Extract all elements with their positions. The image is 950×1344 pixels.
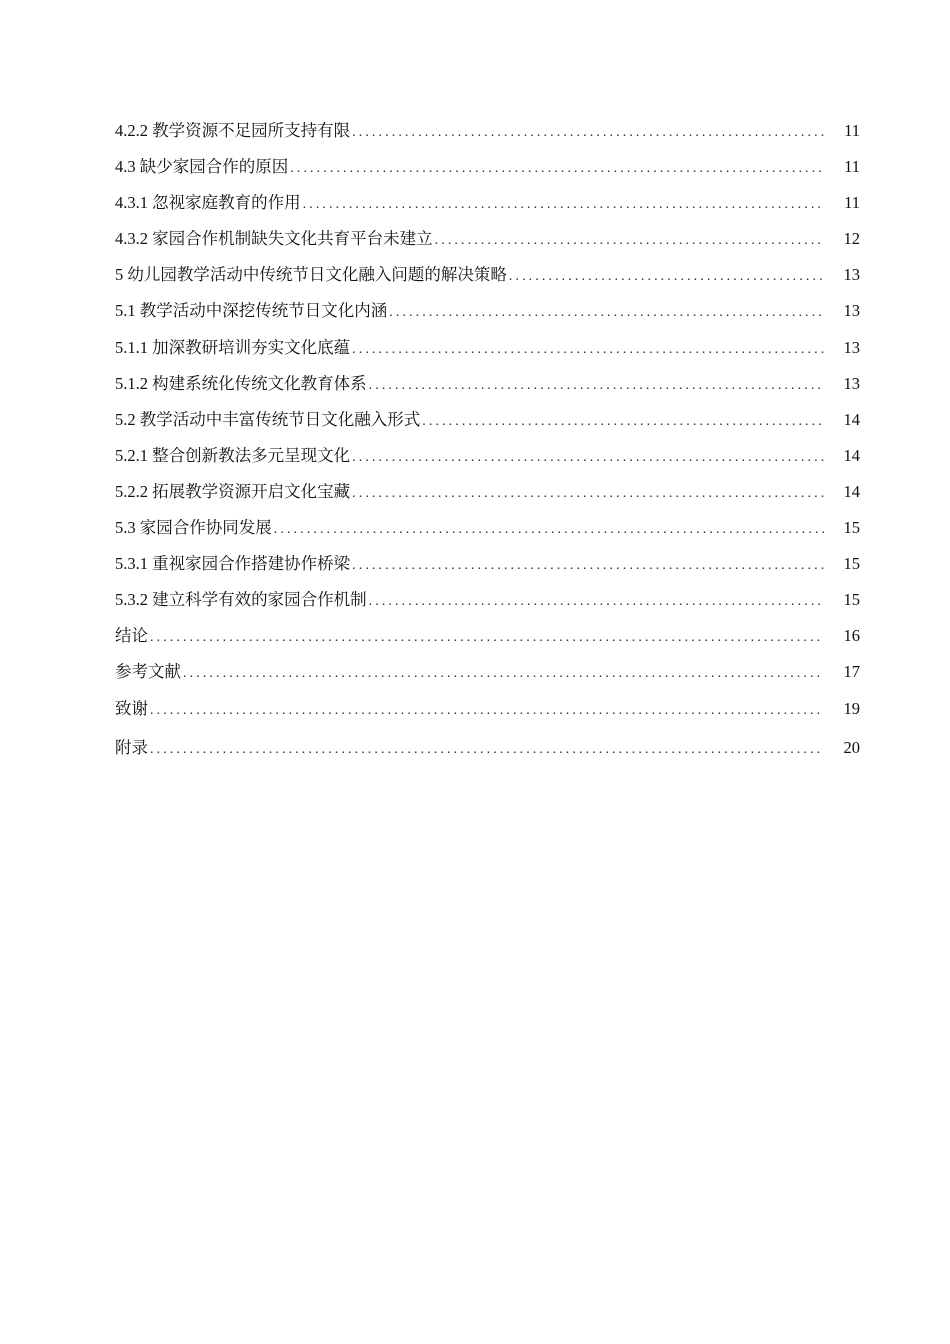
- toc-page-number: 13: [843, 373, 860, 393]
- toc-page-number: 14: [843, 409, 860, 429]
- toc-entry-title: 结论: [115, 626, 148, 646]
- toc-page-number: 17: [843, 662, 860, 682]
- toc-entry-title: 5.3 家园合作协同发展: [115, 518, 272, 538]
- toc-entry[interactable]: [115, 695, 860, 731]
- toc-entry-title: 5 幼儿园教学活动中传统节日文化融入问题的解决策略: [115, 265, 507, 285]
- toc-page-number: 11: [844, 121, 860, 140]
- toc-dot-leader: [303, 191, 824, 219]
- toc-entry-title: 4.3.1 忽视家庭教育的作用: [115, 193, 301, 213]
- toc-entry[interactable]: [115, 586, 860, 622]
- toc-page-number: 15: [843, 590, 860, 610]
- toc-entry[interactable]: [115, 622, 860, 658]
- toc-page-number: 14: [843, 481, 860, 501]
- toc-entry[interactable]: [115, 370, 860, 406]
- toc-entry-title: 4.2.2 教学资源不足园所支持有限: [115, 121, 351, 140]
- toc-entry-title: 4.3 缺少家园合作的原因: [115, 157, 289, 177]
- toc-entry-title: 致谢: [115, 698, 148, 718]
- toc-entry[interactable]: [115, 734, 860, 770]
- toc-page-number: 13: [843, 301, 860, 321]
- toc-dot-leader: [150, 624, 824, 652]
- toc-entry[interactable]: [115, 514, 860, 550]
- toc-entry-title: 参考文献: [115, 662, 181, 682]
- toc-entry-title: 5.2.1 整合创新教法多元呈现文化: [115, 445, 351, 465]
- toc-entry-title: 5.2 教学活动中丰富传统节日文化融入形式: [115, 409, 421, 429]
- toc-page-number: 12: [843, 229, 860, 249]
- toc-dot-leader: [150, 736, 824, 764]
- toc-page-number: 20: [843, 737, 860, 757]
- toc-dot-leader: [435, 227, 824, 255]
- toc-entry-title: 5.1.1 加深教研培训夯实文化底蕴: [115, 337, 351, 357]
- toc-dot-leader: [274, 516, 824, 544]
- toc-dot-leader: [183, 660, 824, 688]
- toc-entry[interactable]: [115, 297, 860, 333]
- toc-entry[interactable]: [115, 550, 860, 586]
- toc-entry[interactable]: [115, 658, 860, 694]
- toc-page-number: 15: [843, 518, 860, 538]
- toc-page-number: 16: [843, 626, 860, 646]
- toc-dot-leader: [352, 336, 824, 364]
- toc-page-number: 13: [843, 265, 860, 285]
- toc-entry-title: 附录: [115, 737, 148, 757]
- toc-dot-leader: [352, 444, 824, 472]
- toc-entry[interactable]: [115, 189, 860, 225]
- toc-dot-leader: [369, 372, 824, 400]
- toc-entry[interactable]: [115, 478, 860, 514]
- toc-entry-title: 5.2.2 拓展教学资源开启文化宝藏: [115, 481, 351, 501]
- toc-dot-leader: [352, 480, 824, 508]
- toc-page-number: 14: [843, 445, 860, 465]
- toc-entry-title: 5.1 教学活动中深挖传统节日文化内涵: [115, 301, 388, 321]
- toc-dot-leader: [352, 552, 824, 580]
- toc-entry-title: 5.1.2 构建系统化传统文化教育体系: [115, 373, 367, 393]
- toc-dot-leader: [150, 697, 824, 725]
- toc-dot-leader: [352, 119, 824, 147]
- toc-page-number: 15: [843, 554, 860, 574]
- toc-entry[interactable]: [115, 225, 860, 261]
- toc-page-number: 19: [843, 698, 860, 718]
- toc-page-number: 11: [844, 193, 860, 213]
- table-of-contents: [115, 117, 860, 770]
- toc-dot-leader: [509, 263, 824, 291]
- toc-entry[interactable]: [115, 406, 860, 442]
- toc-dot-leader: [369, 588, 824, 616]
- toc-dot-leader: [389, 299, 824, 327]
- toc-entry-title: 5.3.1 重视家园合作搭建协作桥梁: [115, 554, 351, 574]
- toc-entry[interactable]: [115, 334, 860, 370]
- toc-entry[interactable]: [115, 261, 860, 297]
- toc-entry[interactable]: [115, 117, 860, 153]
- toc-entry[interactable]: [115, 442, 860, 478]
- toc-entry-title: 4.3.2 家园合作机制缺失文化共育平台未建立: [115, 229, 433, 249]
- toc-dot-leader: [422, 408, 824, 436]
- toc-page-number: 13: [843, 337, 860, 357]
- toc-dot-leader: [290, 155, 824, 183]
- toc-entry[interactable]: [115, 153, 860, 189]
- toc-entry-title: 5.3.2 建立科学有效的家园合作机制: [115, 590, 367, 610]
- toc-page-number: 11: [844, 157, 860, 177]
